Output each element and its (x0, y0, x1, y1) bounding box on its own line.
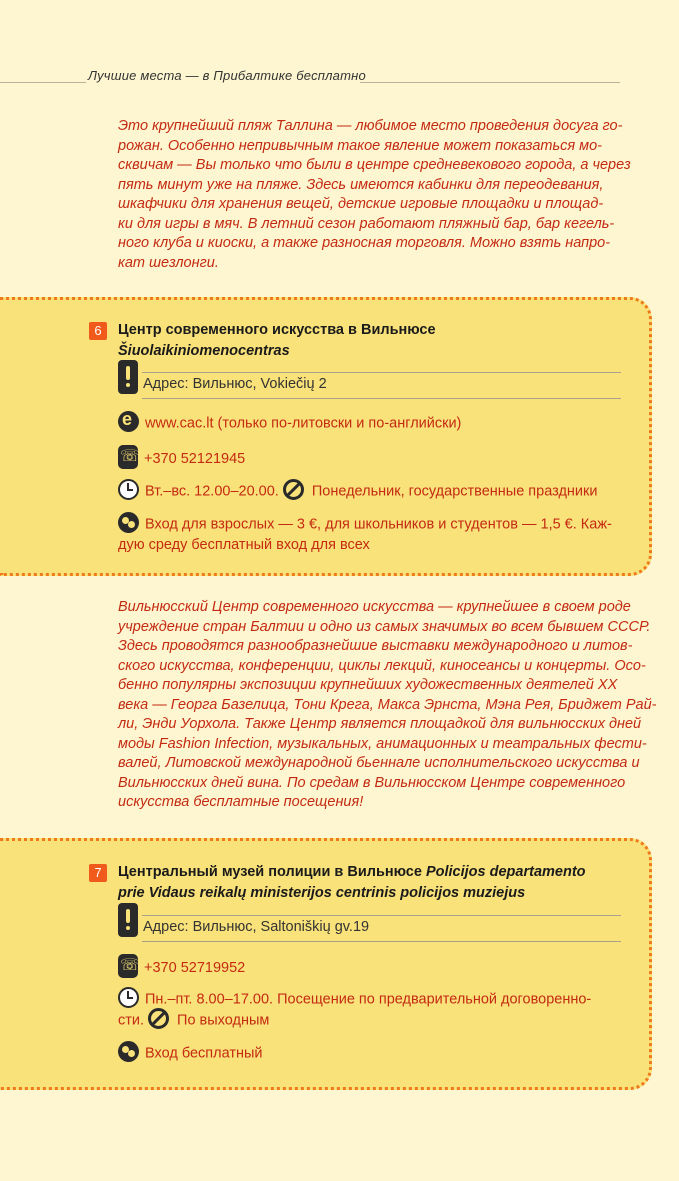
paragraph-line: Вильнюсских дней вина. По средам в Вильнюсском Центре современного (118, 774, 626, 791)
price-text: Вход для взрослых — 3 €, для школьников и студентов — 1,5 €. Каж- (145, 516, 612, 533)
place-name-italic: Policijos departamento (425, 864, 586, 880)
place-6-title (118, 320, 628, 362)
cac-description (118, 598, 657, 813)
paragraph-line: века — Георга Базелица, Тони Крега, Макса Эрнста, Мэна Рея, Бриджет Рай- (118, 696, 657, 713)
paragraph-line: ского искусства, конференции, циклы лекций, киносеансы и концерты. Осо- (118, 657, 646, 674)
divider (142, 941, 621, 942)
phone-icon (118, 954, 138, 978)
paragraph-line: ки для игры в мяч. В летний сезон работают пляжный бар, бар кегель- (118, 215, 615, 232)
paragraph-line: моды Fashion Infection, музыкальных, анимационных и театральных фести- (118, 735, 647, 752)
phone-row (118, 956, 628, 980)
opening-hours: Пн.–пт. 8.00–17.00. Посещение по предварительной договоренно- (145, 991, 592, 1008)
paragraph-line: бенно популярны экспозиции крупнейших художественных деятелей XX (118, 677, 618, 693)
divider (142, 915, 621, 916)
address-row (118, 370, 621, 400)
clock-icon (118, 987, 139, 1008)
divider (142, 372, 621, 373)
opening-hours: Вт.–вс. 12.00–20.00. (145, 483, 279, 500)
paragraph-line: искусства бесплатные посещения! (118, 794, 364, 810)
exclamation-icon (118, 360, 138, 394)
paragraph-line: рожан. Особенно непривычным такое явление может показаться мо- (118, 137, 602, 154)
no-entry-icon (148, 1008, 169, 1029)
paragraph-line: кат шезлонги. (118, 254, 219, 271)
place-name: Центральный музей полиции в Вильнюсе (118, 864, 426, 880)
place-name-original (118, 341, 628, 362)
paragraph-line: Это крупнейший пляж Таллина — любимое место проведения досуга го- (118, 118, 623, 134)
address-text: Адрес: Вильнюс, Saltoniškių gv.19 (143, 919, 370, 935)
running-header (0, 64, 620, 86)
place-name: Центр современного искусства в Вильнюсе (118, 322, 436, 338)
paragraph-line: ли, Энди Уорхола. Также Центр является площадкой для вильнюсских дней (118, 716, 642, 732)
paragraph-line: учреждение стран Балтии и одно из самых значимых во всем бывшем СССР. (118, 618, 651, 635)
paragraph-line: шкафчики для хранения вещей, детские игровые площадки и площад- (118, 196, 604, 212)
price-row (118, 514, 628, 556)
price-row (118, 1043, 628, 1064)
divider (142, 398, 621, 399)
closed-days: Понедельник, государственные праздники (311, 483, 598, 500)
exclamation-icon (118, 903, 138, 937)
hours-row (118, 989, 628, 1032)
paragraph-line: сквичам — Вы только что были в центре средневекового города, а через (118, 157, 631, 173)
phone-icon (118, 445, 138, 469)
paragraph-line: Вильнюсский Центр современного искусства — крупнейшее в своем роде (118, 599, 631, 615)
address-row (118, 913, 621, 943)
phone-number: +370 52719952 (144, 959, 246, 976)
hours-row (118, 481, 628, 502)
paragraph-line: Здесь проводятся разнообразнейшие выставки международного и литов- (118, 638, 633, 654)
header-rule-right (360, 82, 620, 83)
header-rule-left (0, 82, 86, 83)
website-link[interactable]: www.cac.lt (только по-литовски и по-английски) (145, 415, 462, 432)
price-icon (118, 512, 139, 533)
phone-row (118, 447, 628, 471)
web-icon (118, 411, 139, 432)
place-number-badge: 6 (89, 322, 107, 340)
closed-days: По выходным (177, 1012, 270, 1029)
price-icon (118, 1041, 139, 1062)
price-text: Вход бесплатный (145, 1045, 263, 1062)
place-number-badge: 7 (89, 864, 107, 882)
address-text: Адрес: Вильнюс, Vokiečių 2 (143, 376, 327, 392)
phone-number: +370 52121945 (144, 450, 246, 467)
opening-hours-continued: сти. (118, 1012, 145, 1029)
no-entry-icon (283, 479, 304, 500)
paragraph-line: ного клуба и киоски, а также разносная торговля. Можно взять напро- (118, 235, 611, 251)
clock-icon (118, 479, 139, 500)
beach-description (118, 117, 631, 273)
website-row (118, 413, 628, 434)
price-text-continued: дую среду бесплатный вход для всех (118, 537, 370, 554)
place-7-title (118, 862, 628, 904)
paragraph-line: валей, Литовской международной бьеннале исполнительского искусства и (118, 755, 640, 771)
paragraph-line: пять минут уже на пляже. Здесь имеются кабинки для переодевания, (118, 176, 604, 193)
place-name-italic-continued: prie Vidaus reikalų ministerijos centrinis policijos muziejus (118, 885, 526, 901)
header-title: Лучшие места — в Прибалтике бесплатно (88, 68, 366, 83)
place-name-italic: Šiuolaikiniomenocentras (118, 343, 290, 359)
